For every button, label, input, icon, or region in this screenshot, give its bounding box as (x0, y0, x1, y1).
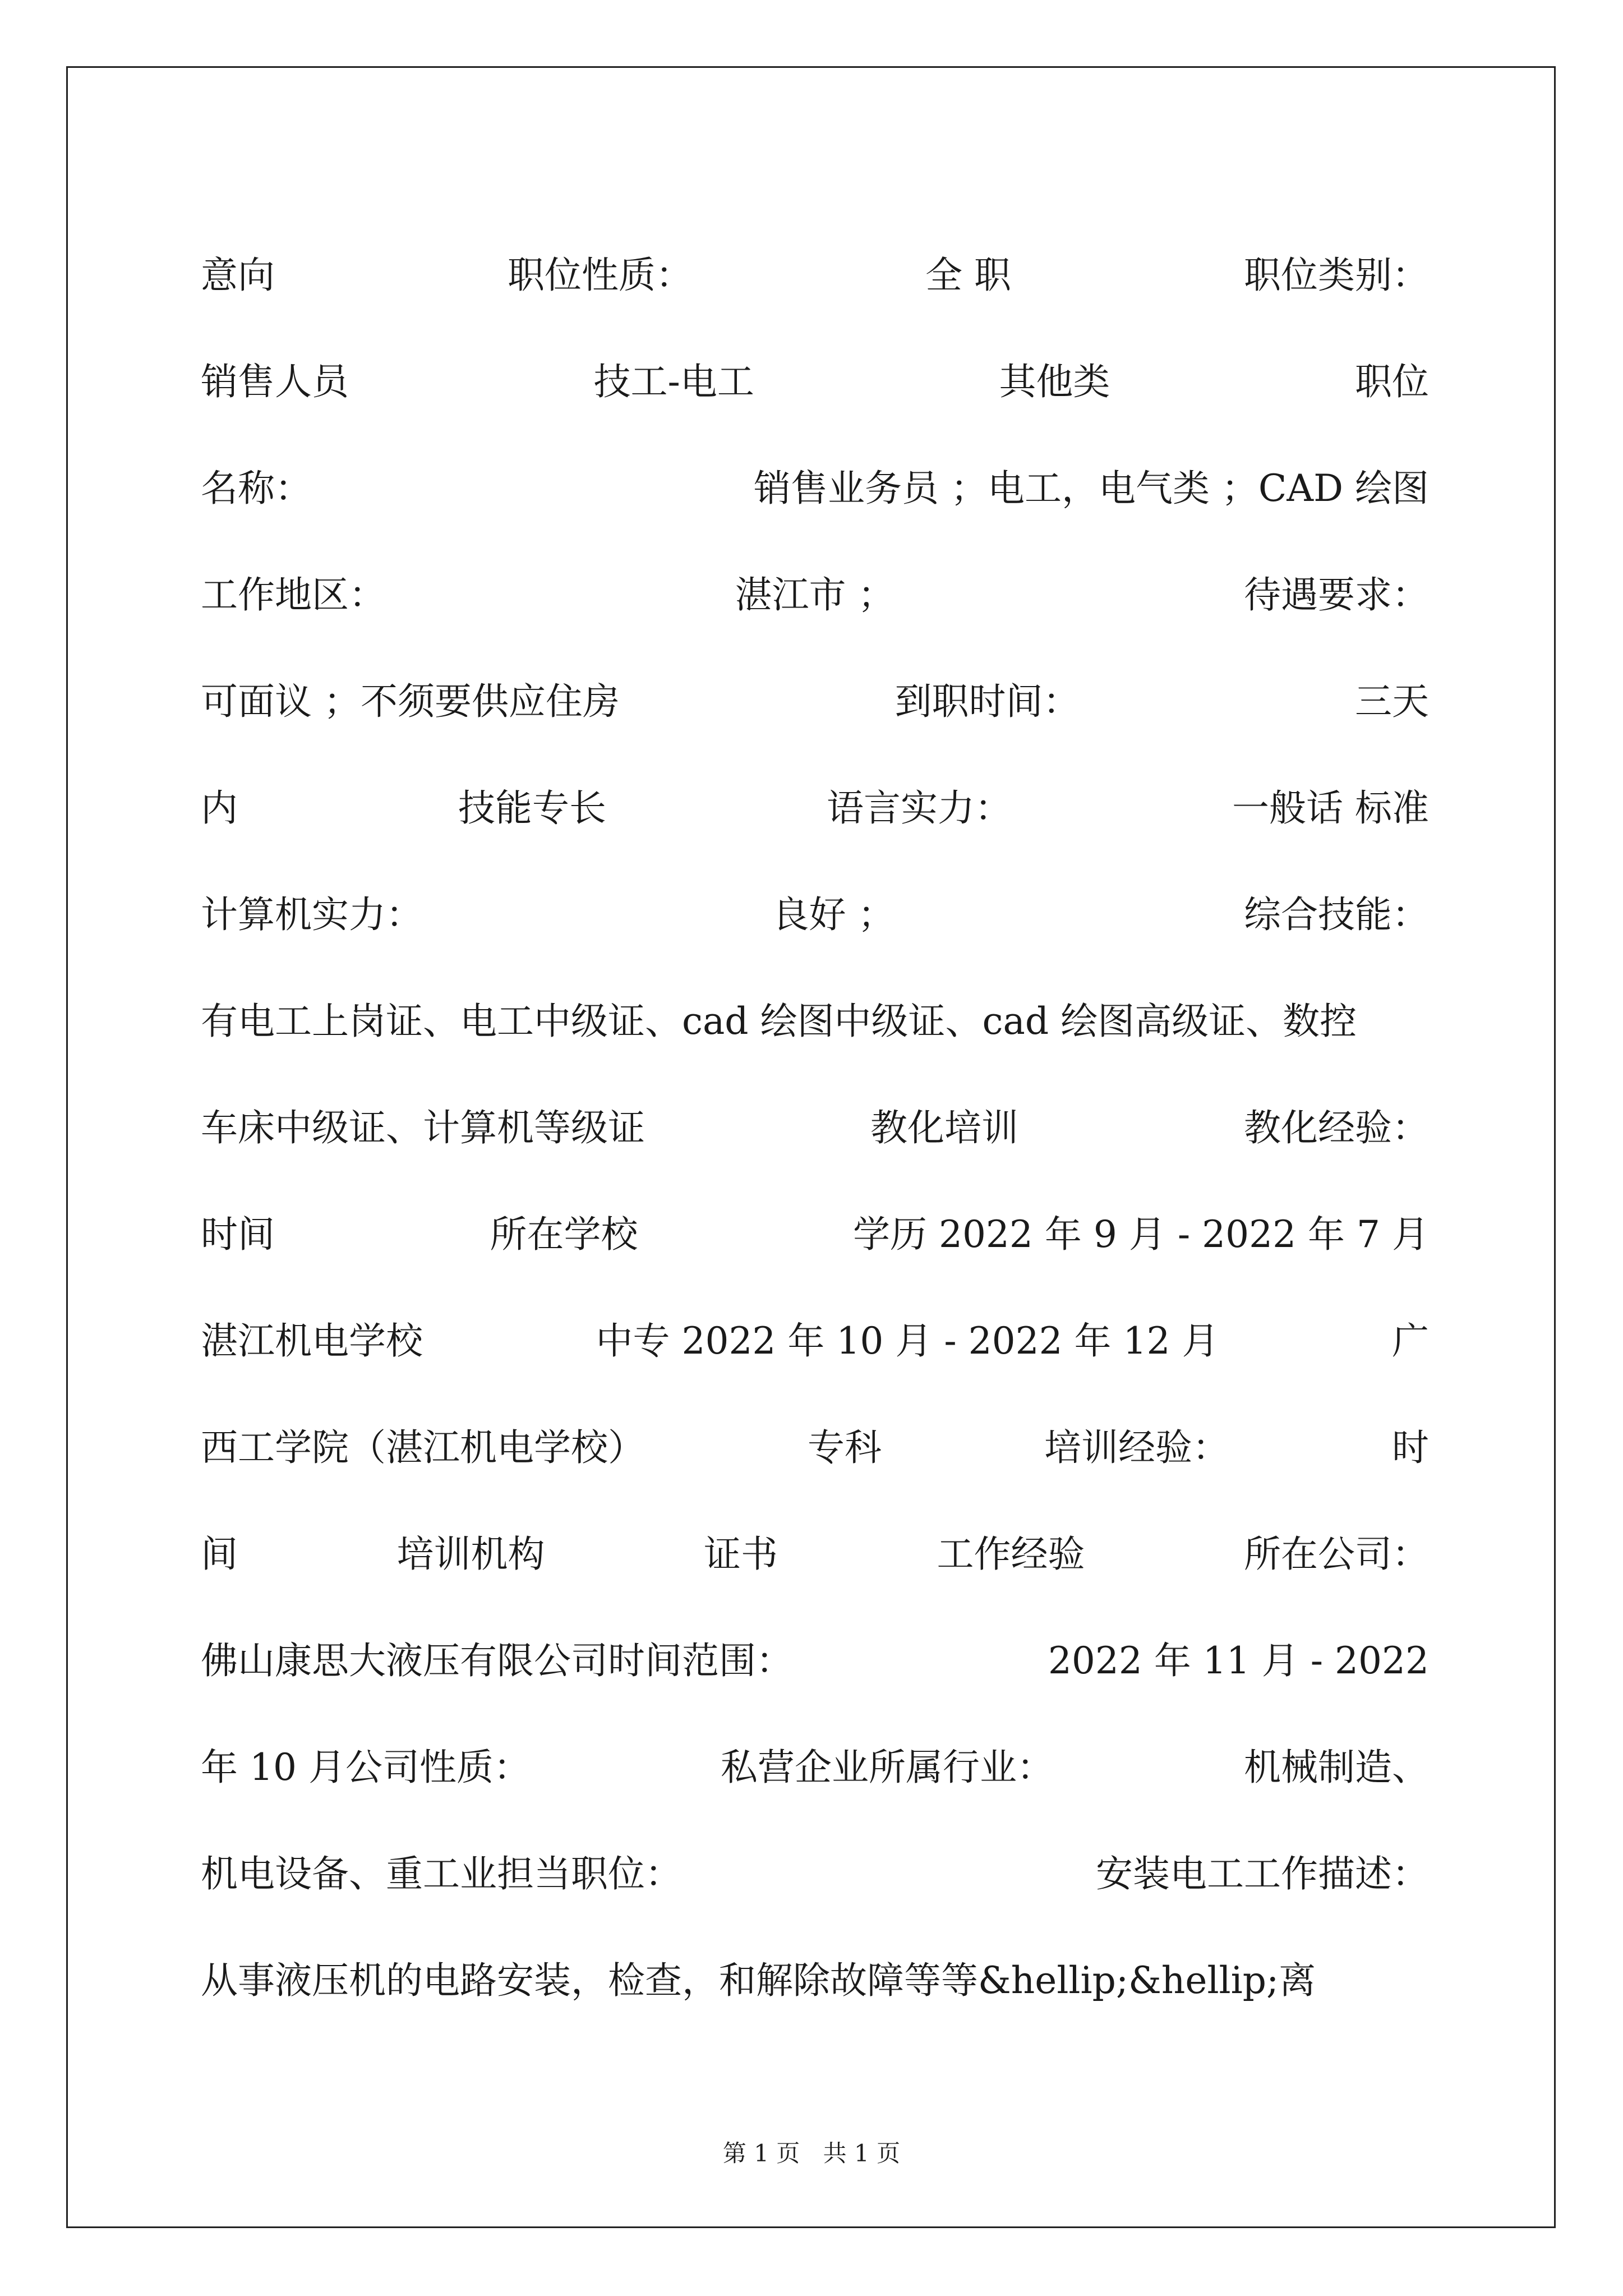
text-segment: 西工学院（湛江机电学校） (201, 1426, 645, 1469)
text-segment: 湛江市 ； (735, 573, 895, 616)
text-segment: 佛山康思大液压有限公司时间范围： (201, 1639, 793, 1682)
document-body (201, 222, 1429, 2034)
text-line (201, 1714, 1429, 1821)
text-segment: 教化经验： (1244, 1106, 1429, 1149)
text-segment: 机电设备、重工业担当职位： (201, 1852, 682, 1895)
text-segment: 教化培训 (870, 1106, 1018, 1149)
text-segment: 语言实力： (827, 786, 1012, 830)
text-segment: 安装电工工作描述： (1096, 1852, 1429, 1895)
text-segment: 培训机构 (396, 1533, 545, 1576)
text-segment: 一般话 标准 (1232, 786, 1429, 830)
text-segment: 证书 (704, 1533, 778, 1576)
text-segment: 间 (201, 1533, 238, 1576)
text-line (201, 1501, 1429, 1608)
text-segment: 综合技能： (1243, 893, 1429, 936)
text-line (201, 1181, 1429, 1288)
text-segment: 有电工上岗证、电工中级证、cad 绘图中级证、cad 绘图高级证、数控 (201, 1000, 1357, 1043)
text-line (201, 542, 1429, 648)
page-footer (0, 2135, 1623, 2169)
text-segment: 销售业务员 ；电工，电气类 ；CAD 绘图 (753, 467, 1429, 510)
text-line (201, 1395, 1429, 1501)
text-line (201, 1821, 1429, 1927)
page-number-label: 第 1 页 (722, 2139, 800, 2167)
text-segment: 待遇要求： (1243, 573, 1429, 616)
text-segment: 所在公司： (1244, 1533, 1429, 1576)
text-segment: 意向 (201, 254, 275, 297)
text-segment: 名称： (201, 467, 312, 510)
text-segment: 全 职 (925, 254, 1011, 297)
text-segment: 湛江机电学校 (201, 1319, 423, 1363)
text-segment: 职位性质： (508, 254, 693, 297)
text-segment: 时 (1392, 1426, 1429, 1469)
text-segment: 培训经验： (1044, 1426, 1229, 1469)
text-segment: 年 10 月公司性质： (201, 1746, 531, 1789)
text-line (201, 222, 1429, 329)
text-line (201, 1288, 1429, 1395)
text-segment: 2022 年 11 月 - 2022 (1048, 1639, 1429, 1682)
text-segment: 中专 2022 年 10 月 - 2022 年 12 月 (596, 1319, 1219, 1363)
text-segment: 机械制造、 (1243, 1746, 1429, 1789)
text-segment: 所在学校 (490, 1213, 638, 1256)
text-line (201, 968, 1429, 1075)
text-segment: 专科 (808, 1426, 882, 1469)
text-segment: 职位类别： (1243, 254, 1429, 297)
text-line (201, 862, 1429, 968)
text-segment: 技工-电工 (593, 360, 754, 403)
text-line (201, 1608, 1429, 1714)
text-segment: 三天 (1354, 680, 1429, 723)
text-line (201, 1927, 1429, 2034)
text-segment: 计算机实力： (201, 893, 423, 936)
text-line (201, 435, 1429, 542)
text-segment: 工作经验 (937, 1533, 1085, 1576)
total-pages-label: 共 1 页 (823, 2139, 901, 2167)
text-segment: 车床中级证、计算机等级证 (201, 1106, 645, 1149)
text-segment: 学历 2022 年 9 月 - 2022 年 7 月 (852, 1213, 1429, 1256)
text-segment: 可面议 ；不须要供应住房 (201, 680, 620, 723)
text-line (201, 1075, 1429, 1181)
text-segment: 其他类 (999, 360, 1110, 403)
text-line (201, 329, 1429, 435)
text-segment: 工作地区： (201, 573, 386, 616)
text-segment: 私营企业所属行业： (720, 1746, 1054, 1789)
text-segment: 到职时间： (895, 680, 1080, 723)
text-segment: 良好 ； (772, 893, 895, 936)
text-segment: 职位 (1355, 360, 1429, 403)
text-segment: 时间 (201, 1213, 275, 1256)
text-segment: 内 (201, 786, 238, 830)
text-segment: 技能专长 (458, 786, 606, 830)
text-line (201, 648, 1429, 755)
text-segment: 销售人员 (201, 360, 349, 403)
text-line (201, 755, 1429, 862)
text-segment: 广 (1391, 1319, 1429, 1363)
text-segment: 从事液压机的电路安装，检查，和解除故障等等&hellip;&hellip;离 (201, 1959, 1316, 2002)
